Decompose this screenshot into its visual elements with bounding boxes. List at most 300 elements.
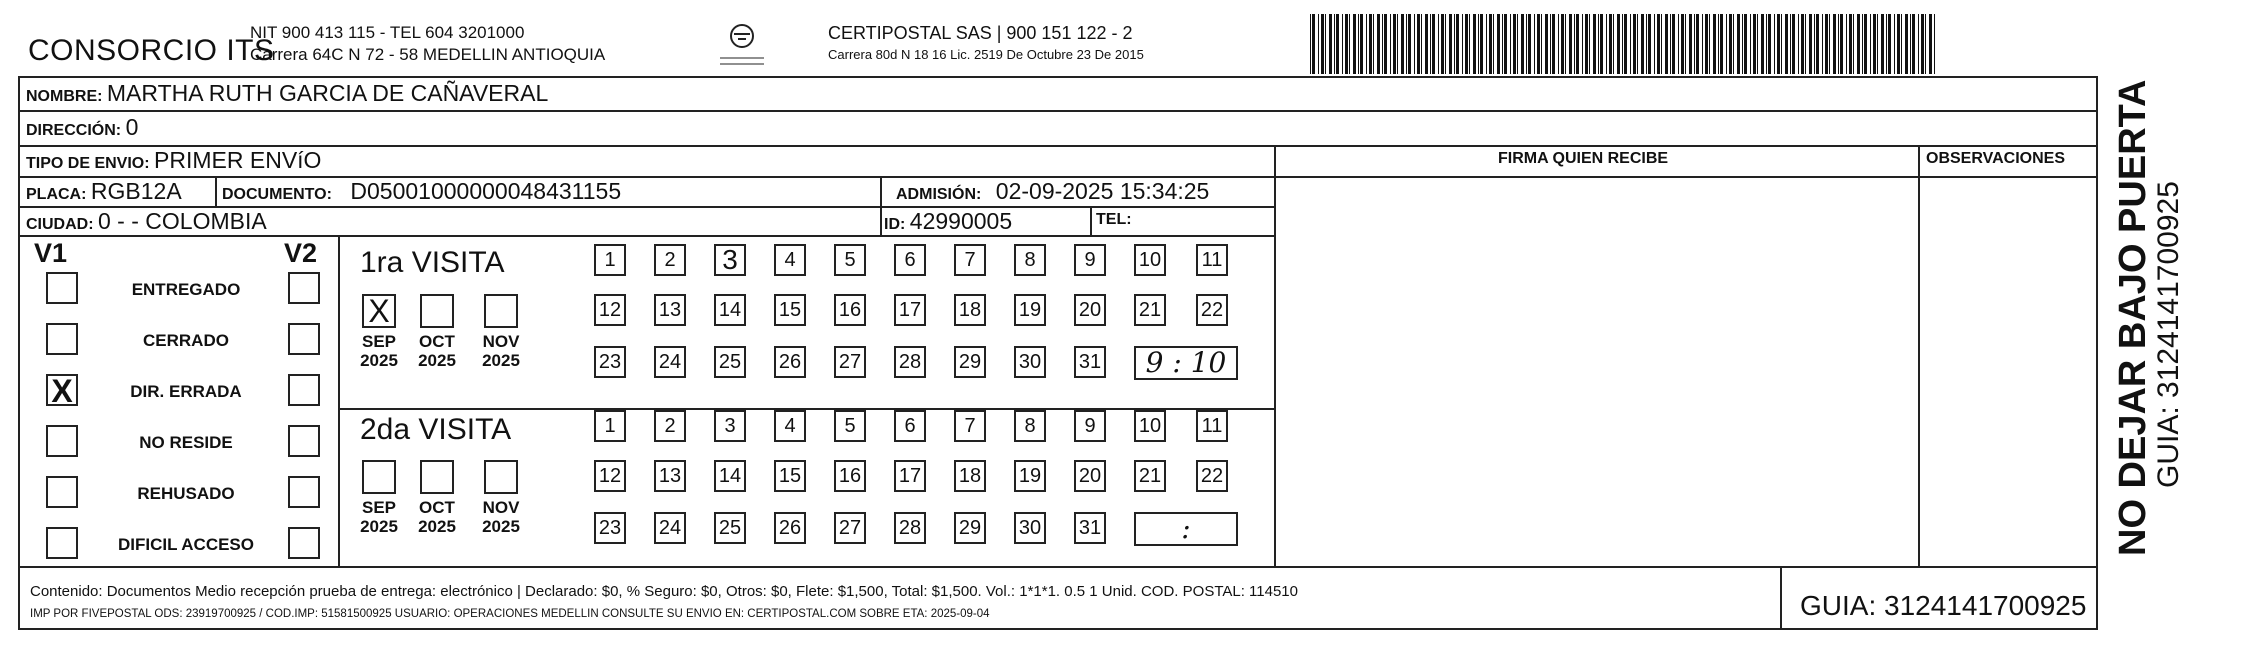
tipo-row — [26, 147, 321, 174]
barcode-bar — [1921, 14, 1924, 74]
barcode-bar — [1606, 14, 1607, 74]
barcode-bar — [1809, 14, 1812, 74]
barcode-bar — [1912, 14, 1915, 74]
second-visit-day-box[interactable]: 29 — [954, 512, 986, 544]
month-name: OCT — [419, 498, 455, 517]
v2-checkbox[interactable] — [288, 527, 320, 559]
barcode-bar — [1510, 14, 1511, 74]
barcode-bar — [1489, 14, 1492, 74]
divider — [880, 176, 882, 235]
first-visit-day-box[interactable]: 18 — [954, 294, 986, 326]
first-visit-day-box[interactable]: 22 — [1196, 294, 1228, 326]
second-visit-month-label — [478, 498, 524, 536]
divider — [215, 176, 217, 206]
barcode-bar — [1369, 14, 1372, 74]
barcode-bar — [1648, 14, 1651, 74]
v2-checkbox[interactable] — [288, 476, 320, 508]
barcode-bar — [1576, 14, 1579, 74]
barcode-bar — [1925, 14, 1926, 74]
placa-label: PLACA: — [26, 186, 87, 203]
barcode-bar — [1486, 14, 1487, 74]
first-visit-day-box[interactable]: 29 — [954, 346, 986, 378]
divider — [2096, 145, 2098, 566]
ciudad-cell — [26, 208, 267, 235]
first-visit-day-box[interactable]: 11 — [1196, 244, 1228, 276]
v2-checkbox[interactable] — [288, 374, 320, 406]
month-name: OCT — [419, 332, 455, 351]
first-visit-title: 1ra VISITA — [360, 246, 505, 279]
status-label: CERRADO — [143, 331, 229, 350]
barcode-bar — [1353, 14, 1356, 74]
first-visit-day-box[interactable]: 3 — [714, 244, 746, 276]
barcode-bar — [1805, 14, 1806, 74]
barcode-bar — [1502, 14, 1503, 74]
first-visit-day-box[interactable]: 10 — [1134, 244, 1166, 276]
first-visit-month-label — [478, 332, 524, 370]
barcode-bar — [1657, 14, 1660, 74]
first-visit-day-box[interactable]: 23 — [594, 346, 626, 378]
tel-label: TEL: — [1096, 211, 1132, 228]
barcode-bar — [1345, 14, 1348, 74]
barcode-bar — [1897, 14, 1900, 74]
barcode-bar — [1768, 14, 1771, 74]
nombre-value: MARTHA RUTH GARCIA DE CAÑAVERAL — [106, 80, 549, 106]
barcode-bar — [1609, 14, 1612, 74]
barcode-bar — [1694, 14, 1695, 74]
month-year: 2025 — [360, 517, 398, 536]
barcode-bar — [1744, 14, 1747, 74]
first-visit-day-box[interactable]: 7 — [954, 244, 986, 276]
barcode — [1310, 14, 1940, 74]
admision-label: ADMISIÓN: — [896, 186, 982, 203]
direccion-value: 0 — [125, 114, 139, 140]
barcode-bar — [1849, 14, 1852, 74]
barcode-bar — [1550, 14, 1551, 74]
first-visit-day-box[interactable]: 17 — [894, 294, 926, 326]
barcode-bar — [1329, 14, 1332, 74]
month-name: SEP — [361, 332, 397, 351]
first-visit-time-box[interactable]: 9 : 10 — [1134, 346, 1238, 380]
month-name: SEP — [361, 498, 397, 517]
second-visit-day-box[interactable]: 8 — [1014, 410, 1046, 442]
v1-checkbox[interactable] — [46, 476, 78, 508]
barcode-bar — [1905, 14, 1908, 74]
barcode-bar — [1681, 14, 1684, 74]
second-visit-day-box[interactable]: 27 — [834, 512, 866, 544]
v2-label: V2 — [284, 238, 318, 268]
barcode-bar — [1816, 14, 1819, 74]
second-visit-day-box[interactable]: 30 — [1014, 512, 1046, 544]
second-visit-day-box[interactable]: 17 — [894, 460, 926, 492]
barcode-bar — [1430, 14, 1431, 74]
barcode-bar — [1873, 14, 1876, 74]
barcode-bar — [1696, 14, 1699, 74]
second-visit-day-box[interactable]: 28 — [894, 512, 926, 544]
barcode-bar — [1637, 14, 1638, 74]
first-visit-month-checkbox[interactable] — [484, 294, 518, 328]
month-year: 2025 — [418, 351, 456, 370]
barcode-bar — [1766, 14, 1767, 74]
barcode-bar — [1742, 14, 1743, 74]
admision-value: 02-09-2025 15:34:25 — [995, 178, 1210, 204]
month-name: NOV — [482, 498, 520, 517]
no-dejar-bajo-puerta: NO DEJAR BAJO PUERTA — [2112, 79, 2154, 556]
barcode-bar — [1406, 14, 1407, 74]
barcode-bar — [1825, 14, 1828, 74]
barcode-bar — [1585, 14, 1588, 74]
first-visit-day-box[interactable]: 30 — [1014, 346, 1046, 378]
divider — [1918, 145, 1920, 566]
barcode-bar — [1733, 14, 1734, 74]
month-year: 2025 — [360, 351, 398, 370]
first-visit-month-checkbox[interactable] — [362, 294, 396, 328]
first-visit-day-box[interactable]: 2 — [654, 244, 686, 276]
second-visit-day-box[interactable]: 12 — [594, 460, 626, 492]
barcode-bar — [1646, 14, 1647, 74]
barcode-bar — [1541, 14, 1542, 74]
barcode-bar — [1574, 14, 1575, 74]
second-visit-day-box[interactable]: 4 — [774, 410, 806, 442]
observaciones-header — [1926, 150, 2065, 168]
barcode-bar — [1561, 14, 1564, 74]
barcode-bar — [1685, 14, 1686, 74]
barcode-bar — [1862, 14, 1863, 74]
month-year: 2025 — [482, 517, 520, 536]
first-visit-day-box[interactable]: 21 — [1134, 294, 1166, 326]
barcode-bar — [1633, 14, 1636, 74]
divider — [1274, 145, 1276, 566]
barcode-bar — [1781, 14, 1782, 74]
first-visit-day-box[interactable]: 1 — [594, 244, 626, 276]
divider — [18, 566, 2098, 568]
tel-cell — [1096, 211, 1132, 229]
first-visit-month-checkbox[interactable] — [420, 294, 454, 328]
second-visit-day-box[interactable]: 21 — [1134, 460, 1166, 492]
checkbox-mark: X — [51, 373, 73, 409]
placa-value: RGB12A — [90, 178, 182, 204]
barcode-bar — [1678, 14, 1679, 74]
second-visit-day-box[interactable]: 20 — [1074, 460, 1106, 492]
certipostal-line: CERTIPOSTAL SAS | 900 151 122 - 2 — [828, 23, 1133, 43]
second-visit-day-box[interactable]: 13 — [654, 460, 686, 492]
barcode-bar — [1465, 14, 1468, 74]
second-visit-day-box[interactable]: 3 — [714, 410, 746, 442]
second-visit-day-box[interactable]: 10 — [1134, 410, 1166, 442]
barcode-bar — [1382, 14, 1383, 74]
barcode-bar — [1661, 14, 1662, 74]
month-year: 2025 — [482, 351, 520, 370]
barcode-bar — [1493, 14, 1494, 74]
barcode-bar — [1729, 14, 1732, 74]
divider — [18, 145, 2098, 147]
barcode-bar — [1521, 14, 1524, 74]
barcode-bar — [1310, 14, 1311, 74]
first-visit-day-box[interactable]: 4 — [774, 244, 806, 276]
second-visit-month-checkbox[interactable] — [420, 460, 454, 494]
second-visit-day-box[interactable]: 24 — [654, 512, 686, 544]
v1-checkbox[interactable] — [46, 323, 78, 355]
barcode-bar — [1838, 14, 1839, 74]
barcode-bar — [1726, 14, 1727, 74]
barcode-bar — [1373, 14, 1374, 74]
certipostal-sub: Carrera 80d N 18 16 Lic. 2519 De Octubre 23 De 2015 — [828, 47, 1144, 62]
barcode-bar — [1497, 14, 1500, 74]
id-cell — [884, 208, 1012, 235]
first-visit-day-box[interactable]: 8 — [1014, 244, 1046, 276]
certipostal-info — [828, 22, 1144, 66]
barcode-bar — [1537, 14, 1540, 74]
barcode-bar — [1384, 14, 1387, 74]
first-visit-month-label — [356, 332, 402, 370]
barcode-bar — [1397, 14, 1398, 74]
barcode-bar — [1654, 14, 1655, 74]
id-value: 42990005 — [909, 208, 1013, 234]
v1-label: V1 — [34, 238, 68, 268]
first-visit-day-box[interactable]: 27 — [834, 346, 866, 378]
first-visit-day-box[interactable]: 9 — [1074, 244, 1106, 276]
barcode-bar — [1417, 14, 1420, 74]
barcode-bar — [1517, 14, 1518, 74]
second-visit-title: 2da VISITA — [360, 413, 512, 446]
observaciones-label: OBSERVACIONES — [1926, 150, 2065, 167]
barcode-bar — [1630, 14, 1631, 74]
first-visit-day-box[interactable]: 25 — [714, 346, 746, 378]
barcode-bar — [1801, 14, 1804, 74]
second-visit-day-box[interactable]: 1 — [594, 410, 626, 442]
second-visit-day-box[interactable]: 5 — [834, 410, 866, 442]
company-name: CONSORCIO ITS — [28, 34, 275, 67]
barcode-bar — [1534, 14, 1535, 74]
barcode-bar — [1432, 14, 1435, 74]
barcode-bar — [1336, 14, 1339, 74]
barcode-bar — [1438, 14, 1439, 74]
barcode-bar — [1840, 14, 1843, 74]
barcode-bar — [1750, 14, 1751, 74]
barcode-bar — [1558, 14, 1559, 74]
second-visit-day-box[interactable]: 26 — [774, 512, 806, 544]
barcode-bar — [1421, 14, 1422, 74]
second-visit-time-box[interactable]: : — [1134, 512, 1238, 546]
barcode-bar — [1545, 14, 1548, 74]
first-visit-day-box[interactable]: 12 — [594, 294, 626, 326]
barcode-bar — [1814, 14, 1815, 74]
barcode-bar — [1414, 14, 1415, 74]
first-visit-month-label — [414, 332, 460, 370]
second-visit-day-box[interactable]: 25 — [714, 512, 746, 544]
documento-value: D05001000000048431155 — [350, 178, 622, 204]
v2-checkbox[interactable] — [288, 323, 320, 355]
barcode-bar — [1934, 14, 1935, 74]
divider — [18, 235, 1274, 237]
second-visit-day-box[interactable]: 14 — [714, 460, 746, 492]
barcode-bar — [1526, 14, 1527, 74]
first-visit-day-box[interactable]: 16 — [834, 294, 866, 326]
tipo-value: PRIMER ENVíO — [154, 147, 322, 173]
imp-line: IMP POR FIVEPOSTAL ODS: 23919700925 / COD.IMP: 51581500925 USUARIO: OPERACIONES MEDELLIN CONSULTE SU ENVIO EN: CERTIPOSTAL.COM SOBRE ETA: 2025-09-04 — [30, 608, 990, 620]
barcode-bar — [1881, 14, 1884, 74]
second-visit-month-checkbox[interactable] — [362, 460, 396, 494]
first-visit-day-box[interactable]: 24 — [654, 346, 686, 378]
status-label: DIFICIL ACCESO — [117, 535, 254, 554]
second-visit-day-box[interactable]: 22 — [1196, 460, 1228, 492]
barcode-bar — [1886, 14, 1887, 74]
certipostal-logo — [710, 22, 774, 70]
second-visit-month-checkbox[interactable] — [484, 460, 518, 494]
second-visit-day-box[interactable]: 18 — [954, 460, 986, 492]
checkbox-mark: X — [368, 293, 390, 329]
barcode-bar — [1318, 14, 1319, 74]
ciudad-value: 0 - - COLOMBIA — [98, 208, 267, 234]
documento-label: DOCUMENTO: — [222, 186, 332, 203]
barcode-bar — [1358, 14, 1359, 74]
direccion-row — [26, 114, 138, 141]
nit-line: NIT 900 413 115 - TEL 604 3201000 — [250, 23, 525, 42]
id-label: ID: — [884, 216, 906, 233]
barcode-bar — [1478, 14, 1479, 74]
firma-label: FIRMA QUIEN RECIBE — [1498, 150, 1669, 167]
barcode-bar — [1528, 14, 1531, 74]
barcode-bar — [1441, 14, 1444, 74]
barcode-bar — [1709, 14, 1710, 74]
month-name: NOV — [482, 332, 520, 351]
divider — [18, 110, 2098, 112]
v1-checkbox[interactable] — [46, 527, 78, 559]
barcode-bar — [1918, 14, 1919, 74]
barcode-bar — [1757, 14, 1758, 74]
company-info — [250, 22, 605, 66]
barcode-bar — [1456, 14, 1459, 74]
barcode-bar — [1425, 14, 1428, 74]
first-visit-day-box[interactable]: 19 — [1014, 294, 1046, 326]
divider — [1780, 566, 1782, 628]
second-visit-day-box[interactable]: 31 — [1074, 512, 1106, 544]
placa-cell — [26, 178, 182, 205]
barcode-bar — [1718, 14, 1719, 74]
status-label: ENTREGADO — [131, 280, 241, 299]
contenido-line: Contenido: Documentos Medio recepción prueba de entrega: electrónico | Declarado: $0, % Seguro: $0, Otros: $0, Flete: $1,500, Total: $1,500. Vol.: 1*1*1. 0.5 1 Unid. COD. POSTAL: 114510 — [30, 583, 1298, 600]
first-visit-day-box[interactable]: 5 — [834, 244, 866, 276]
second-visit-day-box[interactable]: 2 — [654, 410, 686, 442]
barcode-bar — [1737, 14, 1740, 74]
barcode-bar — [1469, 14, 1470, 74]
barcode-bar — [1777, 14, 1780, 74]
nombre-row — [26, 80, 548, 107]
side-guia-number: GUIA: 3124141700925 — [2152, 181, 2185, 488]
v2-checkbox[interactable] — [288, 425, 320, 457]
first-visit-day-box[interactable]: 20 — [1074, 294, 1106, 326]
barcode-bar — [1670, 14, 1671, 74]
first-visit-day-box[interactable]: 13 — [654, 294, 686, 326]
v1-checkbox[interactable] — [46, 373, 78, 409]
v1-checkbox[interactable] — [46, 272, 78, 304]
barcode-bar — [1454, 14, 1455, 74]
barcode-bar — [1641, 14, 1644, 74]
first-visit-day-box[interactable]: 26 — [774, 346, 806, 378]
second-visit-month-label — [356, 498, 402, 536]
guia-number: GUIA: 3124141700925 — [1800, 590, 2087, 621]
barcode-bar — [1790, 14, 1791, 74]
barcode-bar — [1321, 14, 1324, 74]
barcode-bar — [1822, 14, 1823, 74]
month-year: 2025 — [418, 517, 456, 536]
barcode-bar — [1798, 14, 1799, 74]
barcode-bar — [1445, 14, 1446, 74]
barcode-bar — [1552, 14, 1555, 74]
barcode-bar — [1846, 14, 1847, 74]
documento-cell — [222, 178, 621, 205]
barcode-bar — [1929, 14, 1932, 74]
barcode-bar — [1624, 14, 1627, 74]
second-visit-day-box[interactable]: 15 — [774, 460, 806, 492]
barcode-bar — [1613, 14, 1614, 74]
firma-header — [1498, 150, 1668, 168]
barcode-bar — [1857, 14, 1860, 74]
second-visit-day-box[interactable]: 11 — [1196, 410, 1228, 442]
second-visit-month-label — [414, 498, 460, 536]
barcode-bar — [1720, 14, 1723, 74]
barcode-bar — [1366, 14, 1367, 74]
divider — [338, 235, 340, 566]
barcode-bar — [1864, 14, 1867, 74]
v2-checkbox[interactable] — [288, 272, 320, 304]
barcode-bar — [1334, 14, 1335, 74]
barcode-bar — [1473, 14, 1476, 74]
barcode-bar — [1761, 14, 1764, 74]
barcode-bar — [1792, 14, 1795, 74]
barcode-bar — [1504, 14, 1507, 74]
first-visit-day-box[interactable]: 14 — [714, 294, 746, 326]
barcode-bar — [1617, 14, 1620, 74]
second-visit-day-box[interactable]: 7 — [954, 410, 986, 442]
status-label: DIR. ERRADA — [130, 382, 242, 401]
nombre-label: NOMBRE: — [26, 88, 103, 105]
barcode-bar — [1785, 14, 1788, 74]
barcode-bar — [1449, 14, 1452, 74]
second-visit-day-box[interactable]: 19 — [1014, 460, 1046, 492]
v1-checkbox[interactable] — [46, 425, 78, 457]
barcode-bar — [1513, 14, 1516, 74]
first-visit-day-box[interactable]: 15 — [774, 294, 806, 326]
barcode-bar — [1705, 14, 1708, 74]
second-visit-day-box[interactable]: 9 — [1074, 410, 1106, 442]
first-visit-day-box[interactable]: 6 — [894, 244, 926, 276]
barcode-bar — [1349, 14, 1350, 74]
barcode-bar — [1689, 14, 1692, 74]
barcode-bar — [1702, 14, 1703, 74]
barcode-bar — [1565, 14, 1566, 74]
barcode-bar — [1598, 14, 1599, 74]
barcode-bar — [1894, 14, 1895, 74]
barcode-bar — [1853, 14, 1854, 74]
direccion-label: DIRECCIÓN: — [26, 122, 122, 139]
divider — [1090, 206, 1092, 235]
barcode-bar — [1480, 14, 1483, 74]
barcode-bar — [1401, 14, 1404, 74]
barcode-bar — [1325, 14, 1326, 74]
form-frame — [18, 76, 2098, 630]
second-visit-day-box[interactable]: 16 — [834, 460, 866, 492]
barcode-bar — [1390, 14, 1391, 74]
barcode-bar — [1888, 14, 1891, 74]
barcode-bar — [1622, 14, 1623, 74]
barcode-bar — [1462, 14, 1463, 74]
barcode-bar — [1393, 14, 1396, 74]
first-visit-day-box[interactable]: 28 — [894, 346, 926, 378]
second-visit-day-box[interactable]: 6 — [894, 410, 926, 442]
barcode-bar — [1360, 14, 1363, 74]
second-visit-day-box[interactable]: 23 — [594, 512, 626, 544]
first-visit-day-box[interactable]: 31 — [1074, 346, 1106, 378]
